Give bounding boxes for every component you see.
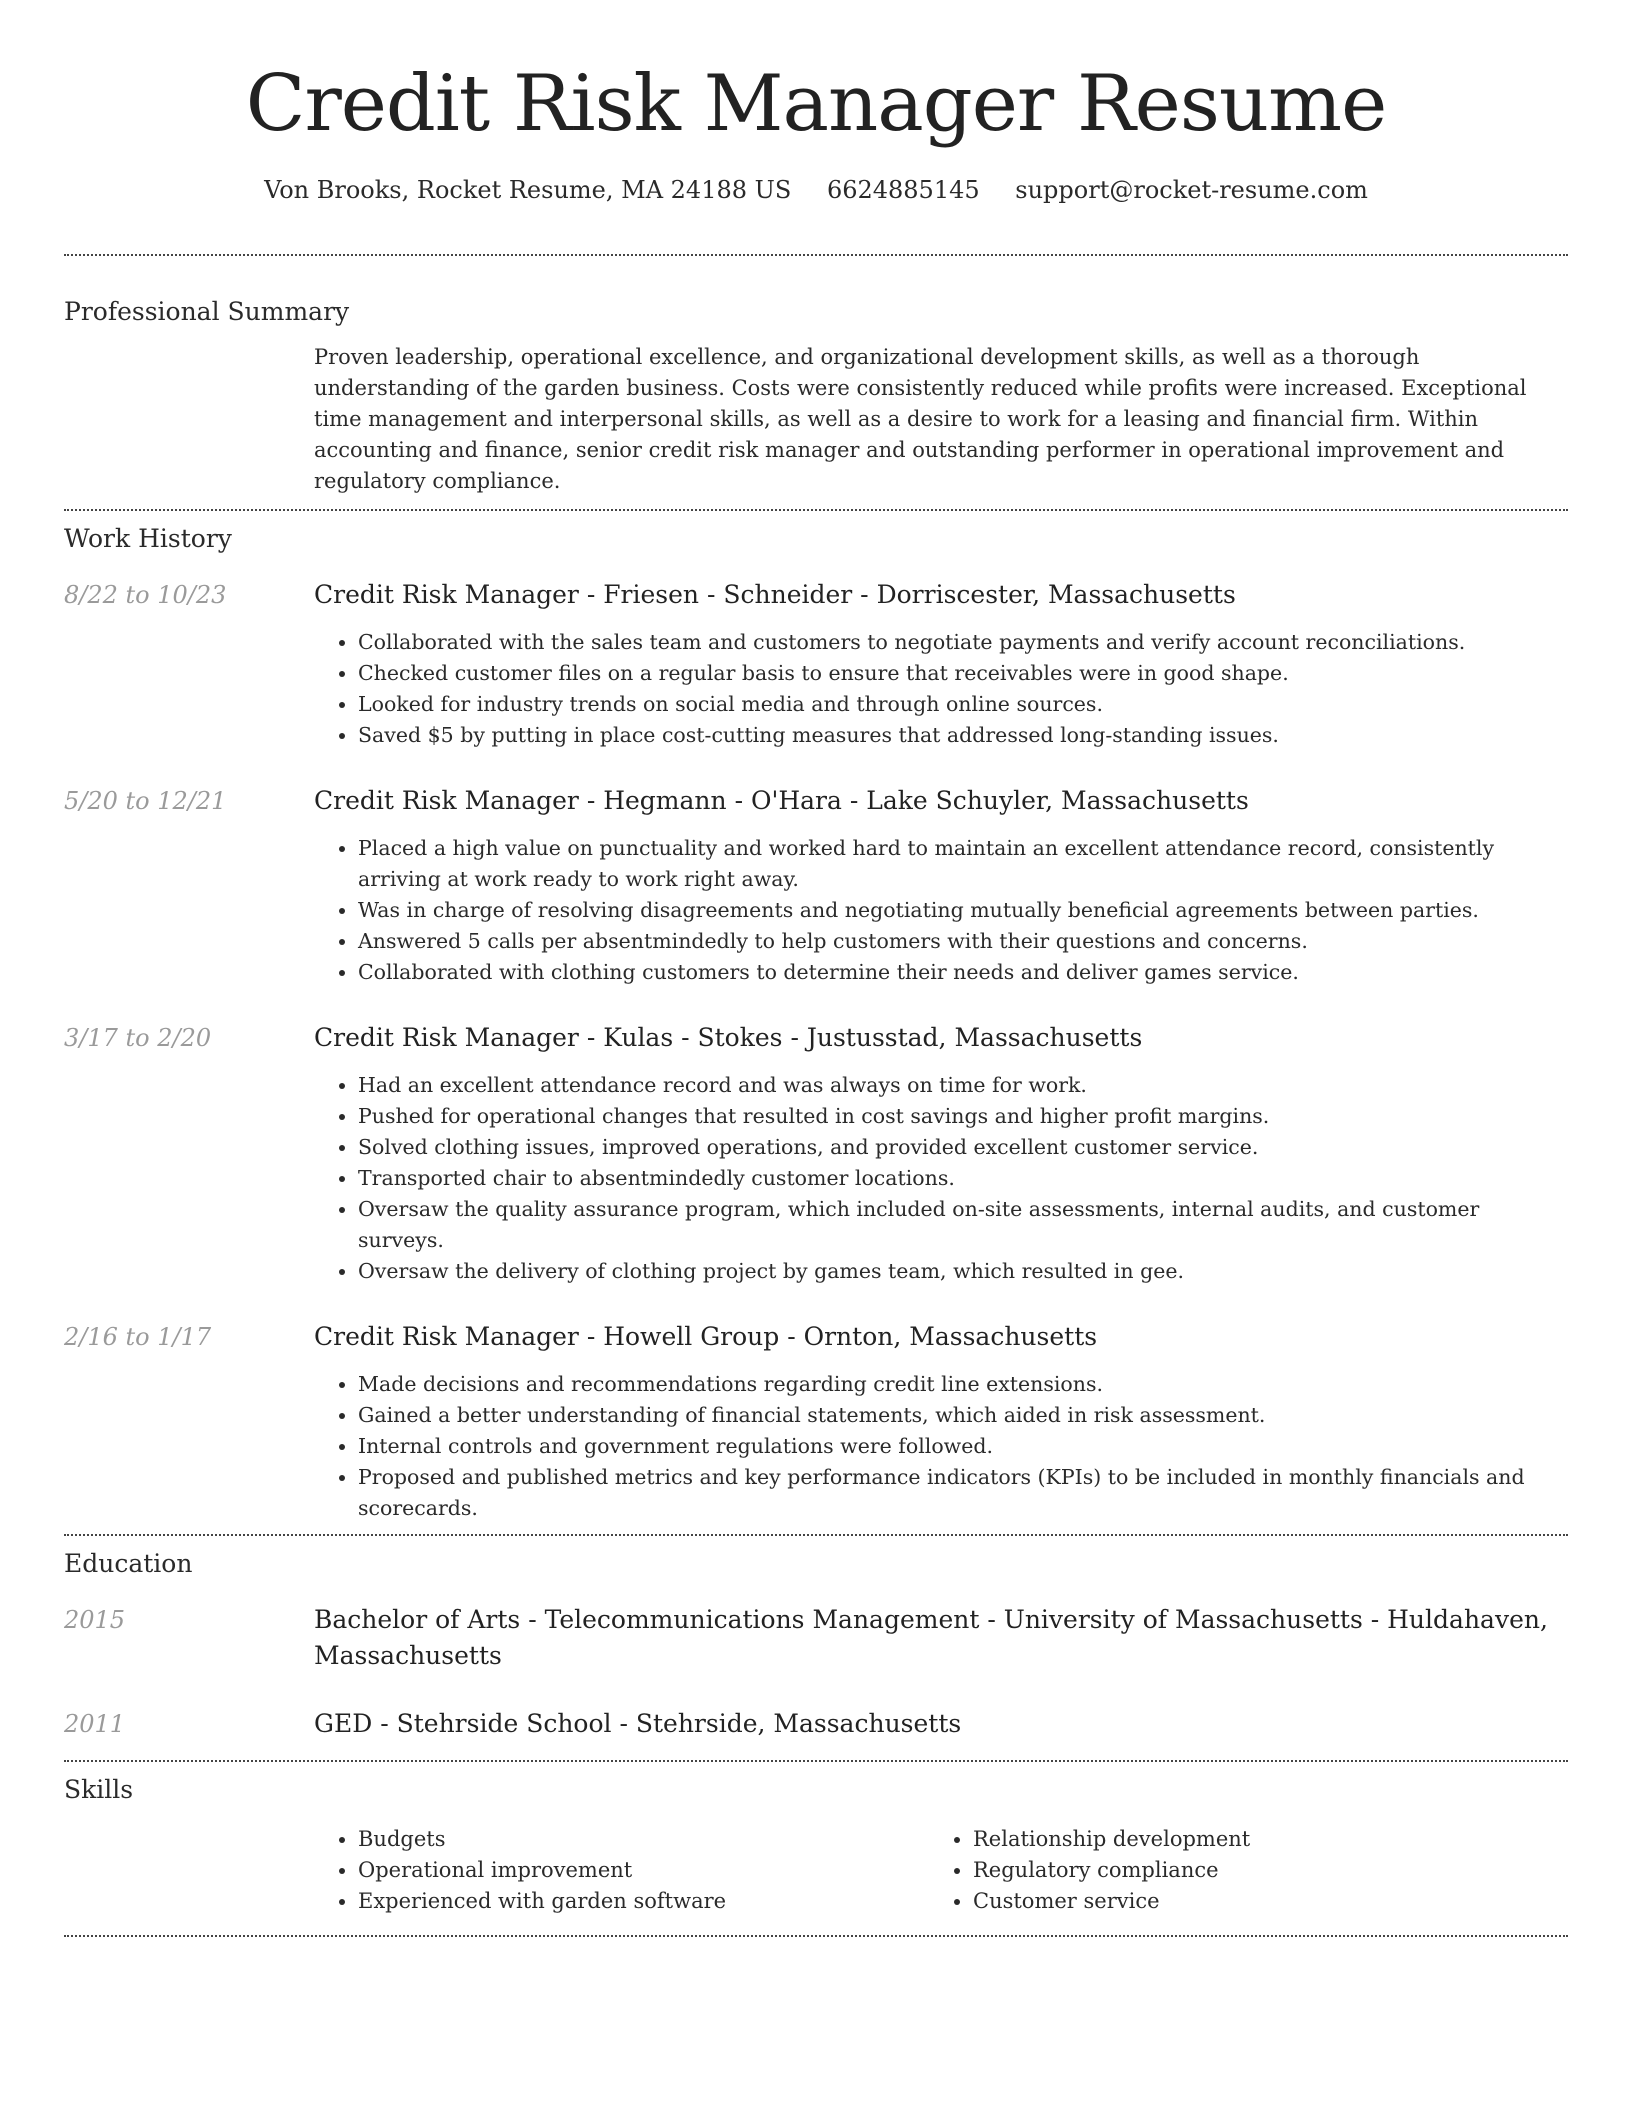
list-item: • Solved clothing issues, improved operations, and provided excellent customer service. <box>358 1132 1568 1163</box>
job-dates: 8/22 to 10/23 <box>64 581 227 609</box>
job-bullets <box>314 833 1568 988</box>
list-item: • Collaborated with the sales team and customers to negotiate payments and verify account reconciliations. <box>358 627 1568 658</box>
list-item: • Relationship development <box>973 1824 1544 1855</box>
summary-text: Proven leadership, operational excellence, and organizational development skills, as well as a thorough understanding of the garden business. Costs were consistently reduced while profits were increased. Exceptional time management and interpersonal skills, as well as a desire to work for a leasing and financial firm. Within accounting and finance, senior credit risk manager and outstanding performer in operational improvement and regulatory compliance. <box>314 345 1527 493</box>
summary-heading: Professional Summary <box>64 297 350 326</box>
job-bullets <box>314 1070 1568 1287</box>
list-item: • Oversaw the delivery of clothing project by games team, which resulted in gee. <box>358 1256 1568 1287</box>
skills-heading: Skills <box>64 1775 134 1804</box>
list-item: • Collaborated with clothing customers to determine their needs and deliver games service. <box>358 957 1568 988</box>
skills-list <box>314 1824 1568 1917</box>
contact-address: Von Brooks, Rocket Resume, MA 24188 US <box>264 176 792 204</box>
list-item: • Proposed and published metrics and key performance indicators (KPIs) to be included in monthly financials and scorecards. <box>358 1462 1568 1524</box>
work-history-section <box>64 511 1568 1524</box>
skills-column-left <box>314 1824 929 1917</box>
list-item: • Checked customer files on a regular basis to ensure that receivables were in good shape. <box>358 658 1568 689</box>
list-item: • Answered 5 calls per absentmindedly to help customers with their questions and concerns. <box>358 926 1568 957</box>
contact-phone: 6624885145 <box>826 176 980 204</box>
education-text: GED - Stehrside School - Stehrside, Massachusetts <box>314 1709 962 1738</box>
job-list <box>64 577 1568 1524</box>
job-bullets <box>314 1369 1568 1524</box>
job-entry <box>64 783 1568 988</box>
list-item: • Regulatory compliance <box>973 1855 1544 1886</box>
list-item: • Experienced with garden software <box>358 1886 929 1917</box>
work-history-heading: Work History <box>64 524 232 553</box>
list-item: • Gained a better understanding of financial statements, which aided in risk assessment. <box>358 1400 1568 1431</box>
resume-title: Credit Risk Manager Resume <box>245 59 1387 149</box>
list-item: • Oversaw the quality assurance program, which included on-site assessments, internal audits, and customer surveys. <box>358 1194 1568 1256</box>
job-title: Credit Risk Manager - Kulas - Stokes - Justusstad, Massachusetts <box>314 1023 1143 1052</box>
list-item: • Internal controls and government regulations were followed. <box>358 1431 1568 1462</box>
job-entry <box>64 1319 1568 1524</box>
list-item: • Operational improvement <box>358 1855 929 1886</box>
list-item: • Customer service <box>973 1886 1544 1917</box>
job-entry <box>64 577 1568 751</box>
contact-email: support@rocket-resume.com <box>1015 176 1368 204</box>
job-title: Credit Risk Manager - Friesen - Schneider - Dorriscester, Massachusetts <box>314 580 1236 609</box>
job-dates: 2/16 to 1/17 <box>64 1323 212 1351</box>
list-item: • Made decisions and recommendations regarding credit line extensions. <box>358 1369 1568 1400</box>
section-divider <box>64 1935 1568 1937</box>
summary-section <box>64 256 1568 497</box>
list-item: • Placed a high value on punctuality and worked hard to maintain an excellent attendance record, consistently arriving at work ready to work right away. <box>358 833 1568 895</box>
education-year: 2011 <box>64 1710 126 1738</box>
job-title: Credit Risk Manager - Hegmann - O'Hara - Lake Schuyler, Massachusetts <box>314 786 1249 815</box>
job-bullets <box>314 627 1568 751</box>
list-item: • Pushed for operational changes that resulted in cost savings and higher profit margins. <box>358 1101 1568 1132</box>
education-entry <box>64 1706 1568 1742</box>
list-item: • Was in charge of resolving disagreements and negotiating mutually beneficial agreements between parties. <box>358 895 1568 926</box>
job-dates: 5/20 to 12/21 <box>64 787 227 815</box>
list-item: • Saved $5 by putting in place cost-cutting measures that addressed long-standing issues. <box>358 720 1568 751</box>
list-item: • Looked for industry trends on social media and through online sources. <box>358 689 1568 720</box>
job-dates: 3/17 to 2/20 <box>64 1024 212 1052</box>
contact-line <box>64 168 1568 212</box>
education-year: 2015 <box>64 1606 126 1634</box>
education-text: Bachelor of Arts - Telecommunications Management - University of Massachusetts - Huldahaven, Massachusetts <box>314 1605 1548 1670</box>
job-title: Credit Risk Manager - Howell Group - Ornton, Massachusetts <box>314 1322 1098 1351</box>
education-entry <box>64 1602 1568 1674</box>
skills-section <box>64 1762 1568 1917</box>
education-heading: Education <box>64 1549 193 1578</box>
list-item: • Budgets <box>358 1824 929 1855</box>
list-item: • Had an excellent attendance record and was always on time for work. <box>358 1070 1568 1101</box>
skills-column-right <box>929 1824 1544 1917</box>
education-section <box>64 1536 1568 1742</box>
list-item: • Transported chair to absentmindedly customer locations. <box>358 1163 1568 1194</box>
job-entry <box>64 1020 1568 1287</box>
resume-page <box>64 0 1568 1937</box>
